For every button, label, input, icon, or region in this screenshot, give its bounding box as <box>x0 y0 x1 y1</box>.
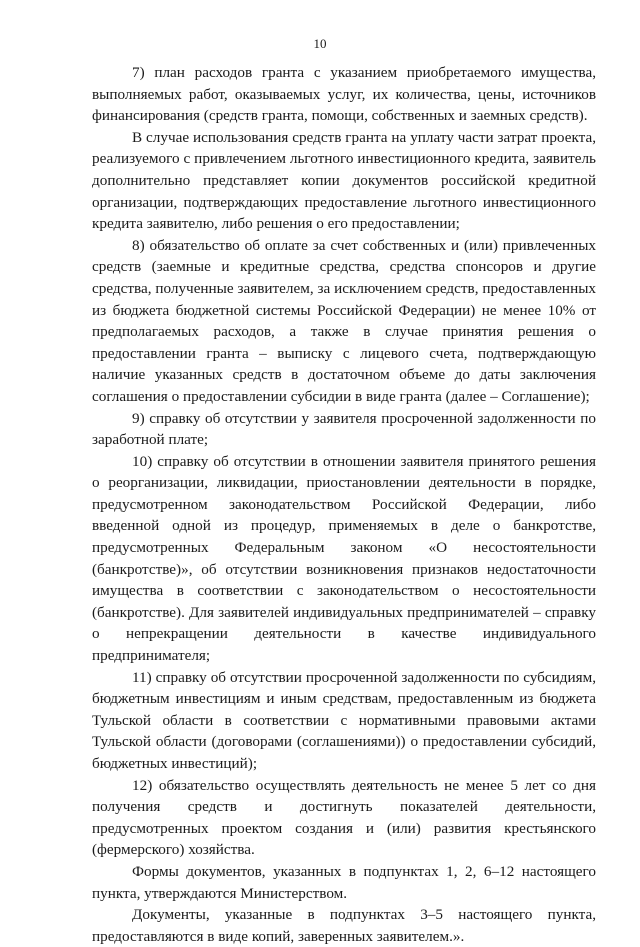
paragraph-item-10: 10) справку об отсутствии в отношении заявителя принятого решения о реорганизации, ликвидации, приостановлении деятельности в порядке, предусмотренном законодательством Российской Федерации, либо введенной одной из процедур, применяемых в деле о банкротстве, предусмотренных Федеральным законом «О несостоятельности (банкротстве)», об отсутствии возникновения признаков недостаточности имущества в соответствии с законодательством о несостоятельности (банкротстве). Для заявителей индивидуальных предпринимателей – справку о непрекращении деятельности в качестве индивидуального предпринимателя; <box>92 452 596 665</box>
paragraph-item-7: 7) план расходов гранта с указанием приобретаемого имущества, выполняемых работ, оказываемых услуг, их количества, цены, источников финансирования (средств гранта, помощи, собственных и заемных средств). <box>92 64 596 125</box>
document-body <box>92 62 596 947</box>
paragraph-item-8: 8) обязательство об оплате за счет собственных и (или) привлеченных средств (заемные и кредитные средства, средства спонсоров и другие средства, полученные заявителем, за исключением средств, предоставленных из бюджета бюджетной системы Российской Федерации) не менее 10% от предполагаемых расходов, а также в случае принятия решения о предоставлении гранта – выписку с лицевого счета, подтверждающую наличие указанных средств в достаточном объеме до даты заключения соглашения о предоставлении субсидии в виде гранта (далее – Соглашение); <box>92 236 596 405</box>
page-number: 10 <box>313 36 327 51</box>
paragraph-item-9: 9) справку об отсутствии у заявителя просроченной задолженности по заработной плате; <box>92 409 596 449</box>
paragraph-preferential-credit: В случае использования средств гранта на уплату части затрат проекта, реализуемого с привлечением льготного инвестиционного кредита, заявитель дополнительно представляет копии документов российской кредитной организации, подтверждающих предоставление льготного инвестиционного кредита заявителю, либо решения о его предоставлении; <box>92 128 596 233</box>
paragraph-document-forms: Формы документов, указанных в подпунктах 1, 2, 6–12 настоящего пункта, утверждаются Министерством. <box>92 862 596 902</box>
paragraph-item-12: 12) обязательство осуществлять деятельность не менее 5 лет со дня получения средств и достигнуть показателей деятельности, предусмотренных проектом создания и (или) развития крестьянского (фермерского) хозяйства. <box>92 776 596 859</box>
paragraph-item-11: 11) справку об отсутствии просроченной задолженности по субсидиям, бюджетным инвестициям и иным средствам, предоставленным из бюджета Тульской области в соответствии с нормативными правовыми актами Тульской области (договорами (соглашениями)) о предоставлении субсидий, бюджетных инвестиций); <box>92 668 596 772</box>
paragraph-document-copies: Документы, указанные в подпунктах 3–5 настоящего пункта, предоставляются в виде копий, заверенных заявителем.». <box>92 906 596 945</box>
